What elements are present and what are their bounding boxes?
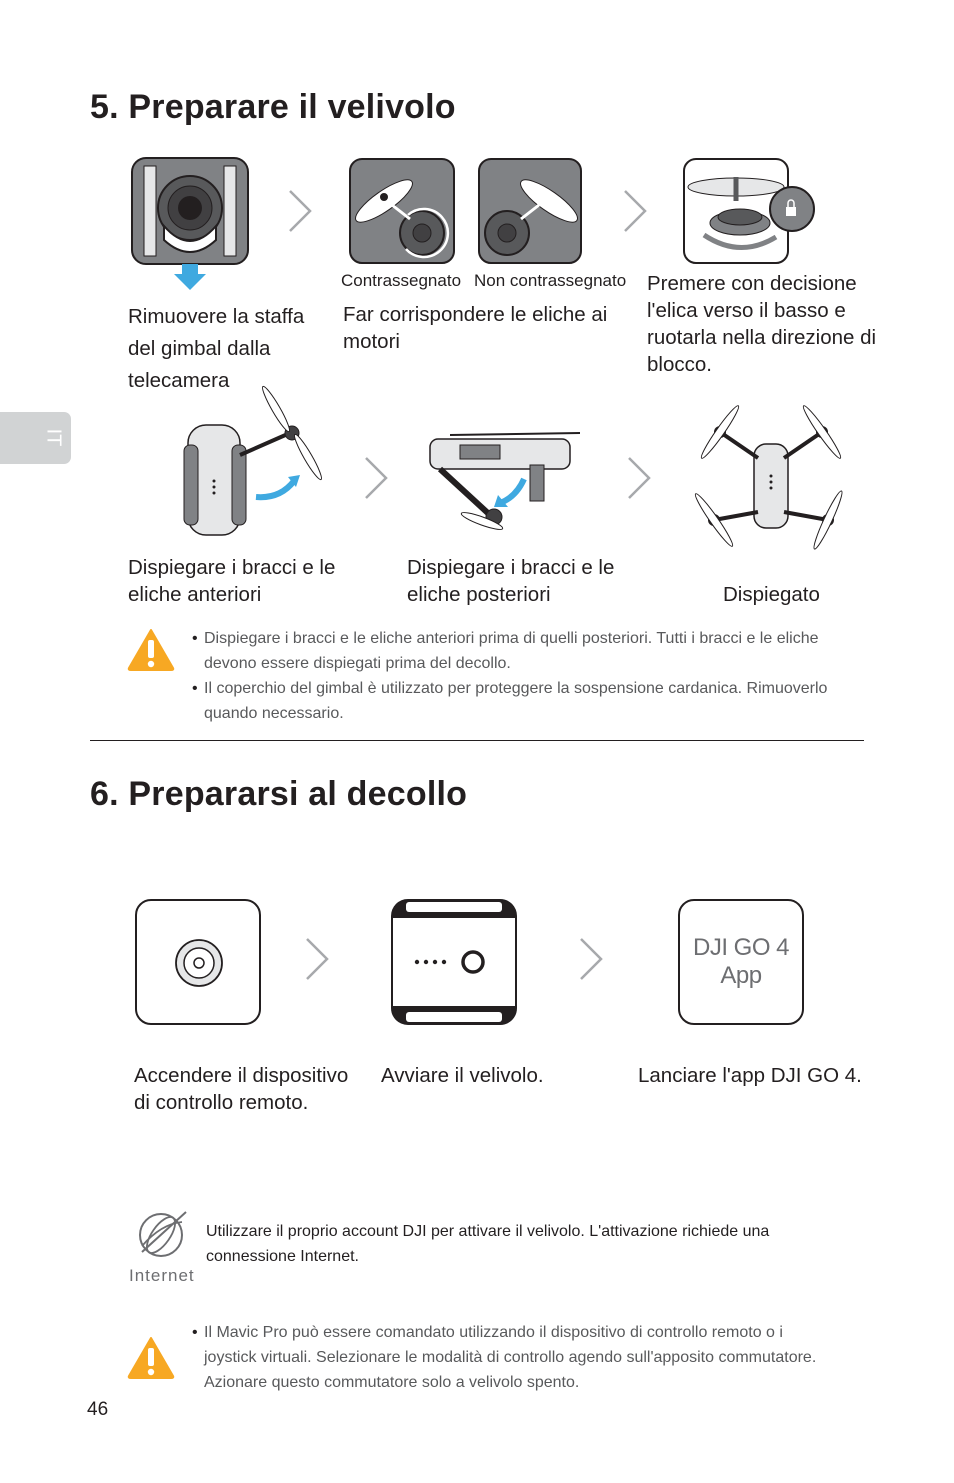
- app-label: App: [720, 962, 762, 989]
- warning-icon: [127, 1336, 175, 1380]
- page-number: 46: [87, 1399, 109, 1420]
- label-unmarked: Non contrassegnato: [474, 271, 627, 290]
- step-match-propellers: Far corrispondere le eliche ai motori: [343, 303, 608, 353]
- unfolded-drone-illustration: [688, 394, 854, 562]
- gimbal-clamp-illustration: [130, 156, 250, 292]
- motor-marked-illustration: [348, 157, 456, 265]
- internet-label: Internet: [129, 1266, 195, 1285]
- chevron-right-icon: [622, 188, 648, 234]
- app-name: DJI GO 4: [692, 934, 790, 961]
- remote-controller-power-illustration: [135, 899, 261, 1025]
- internet-globe-icon: [136, 1206, 190, 1262]
- unfold-rear-arms-illustration: [420, 425, 595, 535]
- chevron-right-icon: [578, 936, 604, 982]
- step-launch-app: Lanciare l'app DJI GO 4.: [638, 1064, 862, 1087]
- chevron-right-icon: [626, 455, 652, 501]
- warning-icon: [127, 628, 175, 672]
- propeller-lock-illustration: [682, 157, 816, 265]
- label-marked: Contrassegnato: [341, 271, 462, 290]
- step-unfolded: Dispiegato: [723, 583, 820, 606]
- power-button-icon: [173, 937, 225, 989]
- step-power-on-remote: Accendere il dispositivo di controllo remoto.: [134, 1064, 349, 1114]
- section-5-title: 5. Preparare il velivolo: [90, 88, 456, 126]
- step-press-and-rotate: Premere con decisione l'elica verso il basso e ruotarla nella direzione di blocco.: [647, 272, 877, 376]
- chevron-right-icon: [363, 455, 389, 501]
- step-unfold-rear: Dispiegare i bracci e le eliche posteriori: [407, 556, 615, 606]
- warning-note-1: • Dispiegare i bracci e le eliche anteriori prima di quelli posteriori. Tutti i bracci e le eliche devono essere dispiegati prima del decollo. • Il coperchio del gimbal è utilizzato per proteggere la sospensione cardanica. Rimuoverlo quando necessario.: [192, 630, 828, 722]
- section-6-title: 6. Prepararsi al decollo: [90, 775, 468, 813]
- section-divider: [90, 740, 864, 741]
- internet-note: Utilizzare il proprio account DJI per attivare il velivolo. L'attivazione richiede una connessione Internet.: [206, 1223, 770, 1265]
- language-tab: IT: [0, 412, 71, 464]
- unfold-front-arms-illustration: [176, 385, 336, 545]
- step-remove-gimbal-clamp: Rimuovere la staffa del gimbal dalla telecamera: [128, 305, 305, 392]
- step-unfold-front: Dispiegare i bracci e le eliche anteriori: [128, 556, 336, 606]
- dji-go-4-app-icon: [678, 899, 804, 1025]
- chevron-right-icon: [287, 188, 313, 234]
- motor-unmarked-illustration: [477, 157, 583, 265]
- step-power-on-aircraft: Avviare il velivolo.: [381, 1064, 544, 1087]
- warning-note-2: • Il Mavic Pro può essere comandato utilizzando il dispositivo di controllo remoto o i joystick virtuali. Selezionare le modalità di controllo agendo sull'apposito commutatore. Azionare questo commutatore solo a velivolo spento.: [192, 1324, 817, 1391]
- chevron-right-icon: [304, 936, 330, 982]
- flight-battery-illustration: [390, 898, 518, 1026]
